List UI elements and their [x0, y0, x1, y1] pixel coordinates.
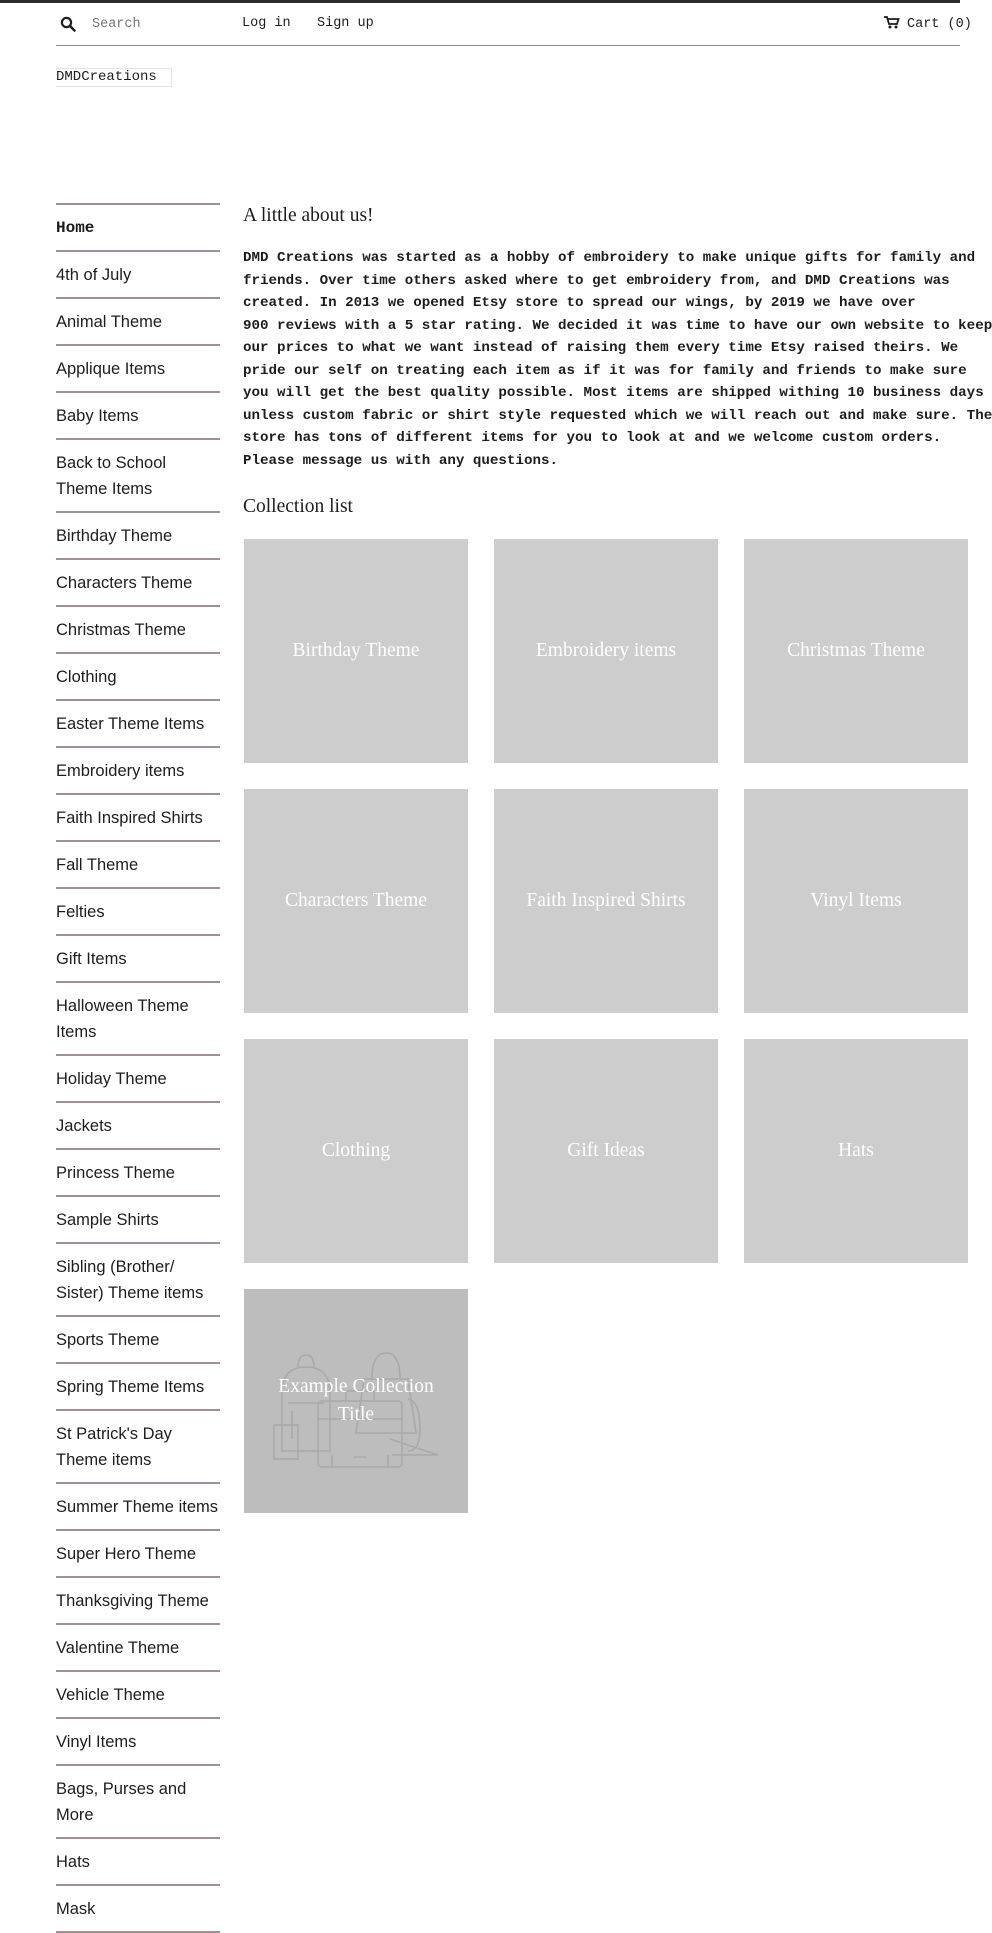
collection-tile-label: Faith Inspired Shirts [526, 890, 686, 911]
collection-tile[interactable] [244, 789, 468, 1013]
collection-tile[interactable] [244, 1039, 468, 1263]
about-line: pride our self on treating each item as if it was for family and friends to make sure [243, 362, 967, 379]
sidebar-item[interactable]: Applique Items [56, 346, 220, 393]
sidebar-item[interactable]: Hats [56, 1839, 220, 1886]
sidebar-item[interactable]: Animal Theme [56, 299, 220, 346]
collection-tile-label: Vinyl Items [810, 890, 902, 911]
collection-tile[interactable] [494, 539, 718, 763]
sidebar-item[interactable]: Super Hero Theme [56, 1531, 220, 1578]
sidebar-item[interactable]: Princess Theme [56, 1150, 220, 1197]
sidebar-item[interactable]: 4th of July [56, 252, 220, 299]
search-input[interactable] [92, 11, 232, 37]
sidebar-item[interactable]: Easter Theme Items [56, 701, 220, 748]
sidebar-item[interactable]: Gift Items [56, 936, 220, 983]
about-line: created. In 2013 we opened Etsy store to spread our wings, by 2019 we have over [243, 295, 916, 311]
about-line: DMD Creations was started as a hobby of embroidery to make unique gifts for family and [243, 250, 976, 266]
collection-tile[interactable] [244, 1289, 468, 1513]
login-link[interactable]: Log in [242, 16, 291, 31]
sidebar-item[interactable]: Spring Theme Items [56, 1364, 220, 1411]
about-line: 900 reviews with a 5 star rating. We decided it was time to have our own website to keep [243, 317, 992, 334]
sidebar-item[interactable]: Jackets [56, 1103, 220, 1150]
about-line: Please message us with any questions. [243, 452, 559, 469]
cart-link[interactable] [884, 16, 972, 32]
sidebar-item[interactable]: Felties [56, 889, 220, 936]
search-icon[interactable] [60, 16, 76, 32]
about-line: store has tons of different items for you to look at and we welcome custom orders. [243, 430, 942, 446]
about-line: friends. Over time others asked where to get embroidery from, and DMD Creations was [243, 272, 950, 289]
sidebar-item[interactable]: Birthday Theme [56, 513, 220, 560]
sidebar-item[interactable]: Faith Inspired Shirts [56, 795, 220, 842]
sidebar-item[interactable]: Halloween Theme Items [56, 983, 220, 1056]
collection-tile[interactable] [494, 789, 718, 1013]
sidebar-item[interactable]: Valentine Theme [56, 1625, 220, 1672]
about-line: unless custom fabric or shirt style requested which we will reach out and make sure. The [243, 407, 992, 424]
sidebar-item[interactable]: Fall Theme [56, 842, 220, 889]
collection-tile-label: Example Collection Title [278, 1376, 434, 1425]
collection-tile[interactable] [744, 789, 968, 1013]
cart-icon [884, 16, 899, 29]
sidebar-item[interactable]: Embroidery items [56, 748, 220, 795]
sidebar-item[interactable]: Bags, Purses and More [56, 1766, 220, 1839]
about-text [243, 247, 992, 472]
collection-tile-label: Birthday Theme [292, 640, 420, 661]
signup-link[interactable]: Sign up [317, 16, 374, 31]
about-line: our prices to what we want instead of raising them every time Etsy raised theirs. We [243, 340, 959, 356]
collection-tile[interactable] [244, 539, 468, 763]
collection-tile-label: Characters Theme [284, 890, 428, 911]
about-title: A little about us! [243, 205, 374, 226]
sidebar-item[interactable]: Back to School Theme Items [56, 440, 220, 513]
sidebar-item[interactable]: Holiday Theme [56, 1056, 220, 1103]
collection-tile-label: Christmas Theme [787, 640, 925, 661]
sidebar-item[interactable]: Characters Theme [56, 560, 220, 607]
sidebar-item[interactable]: Baby Items [56, 393, 220, 440]
sidebar-item[interactable]: Sample Shirts [56, 1197, 220, 1244]
sidebar-item[interactable]: Sports Theme [56, 1317, 220, 1364]
collection-tile[interactable] [744, 1039, 968, 1263]
sidebar-item[interactable]: St Patrick's Day Theme items [56, 1411, 220, 1484]
collection-tile[interactable] [494, 1039, 718, 1263]
collection-list-title: Collection list [243, 496, 353, 517]
collection-tile[interactable] [744, 539, 968, 763]
header [56, 3, 972, 46]
cart-label: Cart (0) [907, 17, 972, 32]
sidebar-nav [56, 203, 220, 1933]
sidebar-item[interactable]: Thanksgiving Theme [56, 1578, 220, 1625]
collection-tile-label: Hats [838, 1140, 874, 1161]
sidebar-item[interactable]: Summer Theme items [56, 1484, 220, 1531]
sidebar-item[interactable]: Clothing [56, 654, 220, 701]
sidebar-item[interactable]: Home [56, 205, 220, 252]
sidebar-item[interactable]: Mask [56, 1886, 220, 1933]
site-logo[interactable]: DMDCreations [56, 68, 172, 87]
sidebar-item[interactable]: Vinyl Items [56, 1719, 220, 1766]
collection-tile-label: Clothing [321, 1140, 391, 1161]
about-line: you will get the best quality possible. Most items are shipped withing 10 business days [243, 385, 984, 401]
sidebar-item[interactable]: Vehicle Theme [56, 1672, 220, 1719]
collection-tile-label: Gift Ideas [567, 1140, 645, 1161]
collection-tile-label: Embroidery items [535, 640, 677, 661]
sidebar-item[interactable]: Christmas Theme [56, 607, 220, 654]
sidebar-item[interactable]: Sibling (Brother/ Sister) Theme items [56, 1244, 220, 1317]
